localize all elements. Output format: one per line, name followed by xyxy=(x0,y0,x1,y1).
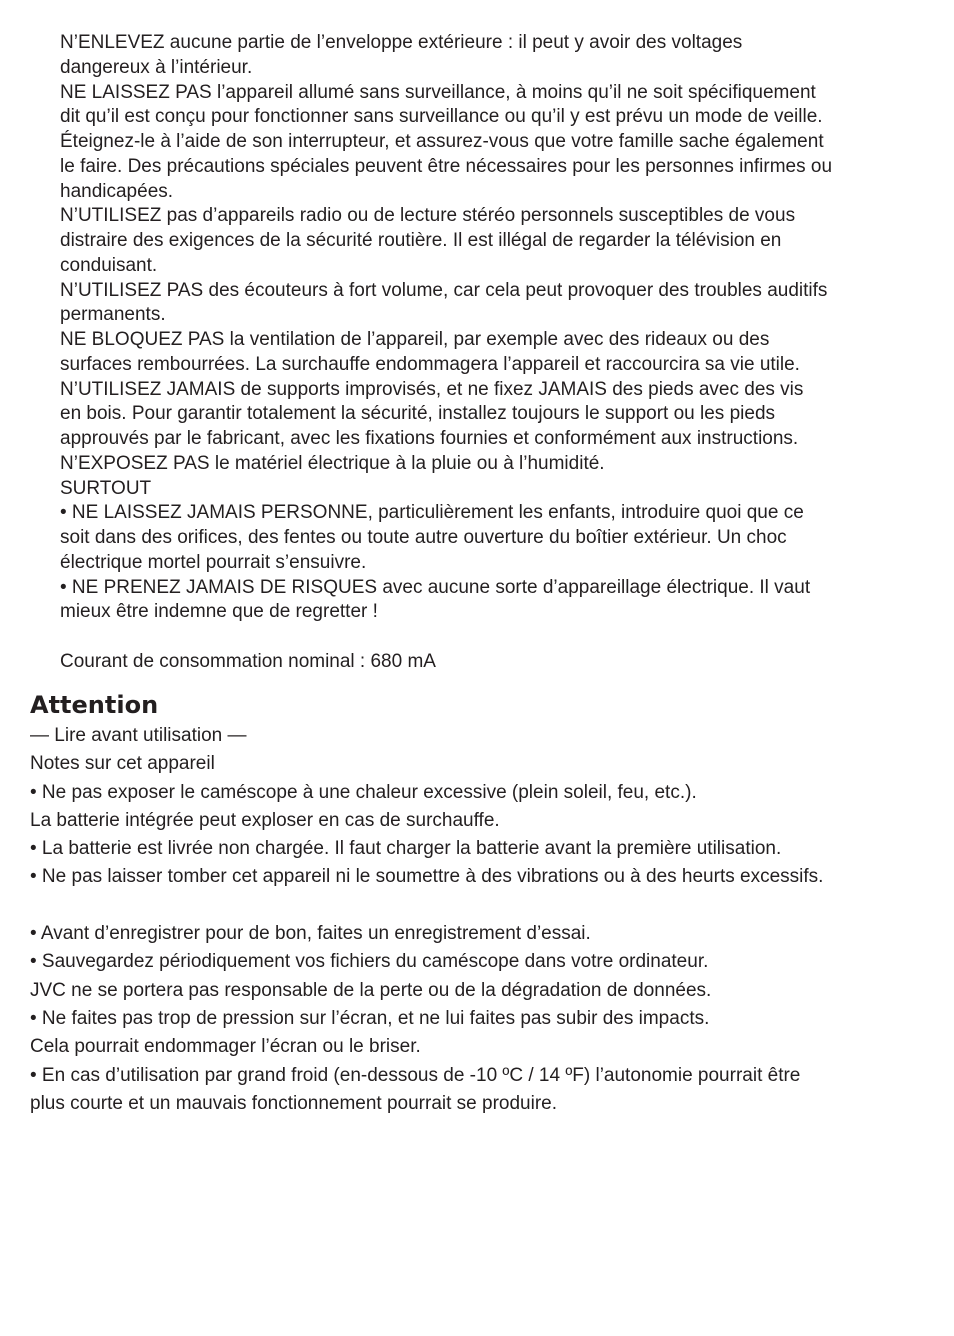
attention-line: Notes sur cet appareil xyxy=(30,753,215,775)
attention-line: JVC ne se portera pas responsable de la perte ou de la dégradation de données. xyxy=(30,979,712,1001)
safety-line: approuvés par le fabricant, avec les fixations fournies et conformément aux instructions. xyxy=(60,428,799,449)
safety-line: dangereux à l’intérieur. xyxy=(60,56,253,78)
safety-line: N’UTILISEZ pas d’appareils radio ou de lecture stéréo personnels susceptibles de vous xyxy=(60,205,796,227)
attention-line: plus courte et un mauvais fonctionnement pourrait se produire. xyxy=(30,1092,558,1114)
attention-line: • Avant d’enregistrer pour de bon, faites un enregistrement d’essai. xyxy=(30,923,591,945)
attention-line: • Ne pas laisser tomber cet appareil ni le soumettre à des vibrations ou à des heurts excessifs. xyxy=(30,866,824,888)
attention-line: • Sauvegardez périodiquement vos fichiers du caméscope dans votre ordinateur. xyxy=(30,951,709,973)
safety-line: électrique mortel pourrait s’ensuivre. xyxy=(60,551,367,573)
safety-line: le faire. Des précautions spéciales peuvent être nécessaires pour les personnes infirmes ou xyxy=(60,155,833,177)
attention-notes xyxy=(30,722,940,1118)
safety-line: N’UTILISEZ PAS des écouteurs à fort volume, car cela peut provoquer des troubles auditifs xyxy=(60,279,828,301)
safety-line: • NE PRENEZ JAMAIS DE RISQUES avec aucune sorte d’appareillage électrique. Il vaut xyxy=(60,576,811,598)
paragraph-spacer xyxy=(30,892,940,920)
safety-line: SURTOUT xyxy=(60,477,152,499)
safety-line: Éteignez-le à l’aide de son interrupteur, et assurez-vous que votre famille sache également xyxy=(60,131,824,152)
safety-line: handicapées. xyxy=(60,180,174,202)
attention-line: • Ne faites pas trop de pression sur l’écran, et ne lui faites pas subir des impacts. xyxy=(30,1007,710,1029)
attention-line: • Ne pas exposer le caméscope à une chaleur excessive (plein soleil, feu, etc.). xyxy=(30,781,697,803)
safety-line: • NE LAISSEZ JAMAIS PERSONNE, particulièrement les enfants, introduire quoi que ce xyxy=(60,502,804,524)
attention-line: • La batterie est livrée non chargée. Il faut charger la batterie avant la première utilisation. xyxy=(30,838,782,860)
safety-line: mieux être indemne que de regretter ! xyxy=(60,601,378,623)
safety-line: permanents. xyxy=(60,304,166,326)
safety-line: N’UTILISEZ JAMAIS de supports improvisés, et ne fixez JAMAIS des pieds avec des vis xyxy=(60,378,804,400)
attention-line: La batterie intégrée peut exploser en cas de surchauffe. xyxy=(30,809,500,831)
safety-line: surfaces rembourrées. La surchauffe endommagera l’appareil et raccourcira sa vie utile. xyxy=(60,353,800,375)
safety-line: N’ENLEVEZ aucune partie de l’enveloppe extérieure : il peut y avoir des voltages xyxy=(60,32,743,53)
attention-line: — Lire avant utilisation — xyxy=(30,725,247,746)
safety-line: dit qu’il est conçu pour fonctionner sans surveillance ou qu’il y est prévu un mode de veille. xyxy=(60,106,823,128)
safety-line: conduisant. xyxy=(60,254,158,276)
safety-line: NE BLOQUEZ PAS la ventilation de l’appareil, par exemple avec des rideaux ou des xyxy=(60,329,770,350)
safety-line: en bois. Pour garantir totalement la sécurité, installez toujours le support ou les pieds xyxy=(60,403,776,425)
safety-line: N’EXPOSEZ PAS le matériel électrique à la pluie ou à l’humidité. xyxy=(60,452,605,474)
safety-line: soit dans des orifices, des fentes ou toute autre ouverture du boîtier extérieur. Un choc xyxy=(60,527,787,548)
paragraph-spacer xyxy=(60,625,940,650)
safety-line: NE LAISSEZ PAS l’appareil allumé sans surveillance, à moins qu’il ne soit spécifiquement xyxy=(60,81,816,103)
attention-line: Cela pourrait endommager l’écran ou le briser. xyxy=(30,1036,421,1058)
safety-instructions xyxy=(60,31,940,675)
attention-line: • En cas d’utilisation par grand froid (en-dessous de -10 ºC / 14 ºF) l’autonomie pourrait être xyxy=(30,1064,801,1086)
attention-heading: Attention xyxy=(30,691,159,719)
current-rating: Courant de consommation nominal : 680 mA xyxy=(60,650,436,672)
safety-line: distraire des exigences de la sécurité routière. Il est illégal de regarder la télévision en xyxy=(60,230,782,251)
